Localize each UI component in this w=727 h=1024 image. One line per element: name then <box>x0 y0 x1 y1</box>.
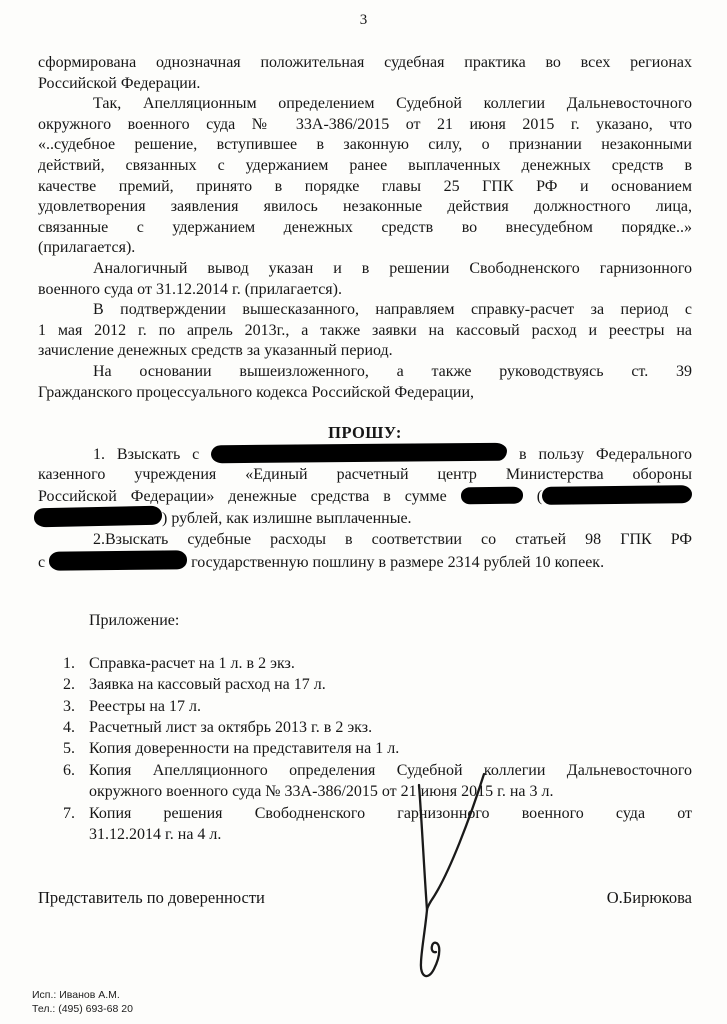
redaction-bar <box>211 442 507 463</box>
attachments-title: Приложение: <box>89 612 180 630</box>
phone-line: Тел.: (495) 693-68 20 <box>32 1002 133 1015</box>
request-text: с <box>38 553 46 571</box>
list-item-number: 7. <box>63 804 75 822</box>
request-text: ) рублей, как излишне выплаченные. <box>162 510 412 528</box>
document-footer <box>32 989 133 1016</box>
paragraph-line: Российской Федерации. <box>38 74 201 92</box>
paragraph-line: Гражданского процессуального кодекса Российской Федерации, <box>38 383 475 401</box>
request-text: в пользу Федерального <box>519 445 692 463</box>
list-item-line: Копия Апелляционного определения Судебной коллегии Дальневосточного <box>89 761 692 779</box>
signatory-role: Представитель по доверенности <box>38 887 265 907</box>
list-item-text: Справка-расчет на 1 л. в 2 экз. <box>89 654 295 672</box>
list-item-text: Копия доверенности на представителя на 1 л. <box>89 740 400 758</box>
request-text: Российской Федерации» денежные средства в сумме <box>38 487 447 505</box>
request-text: 1. Взыскать с <box>93 445 200 463</box>
request-item-1-line <box>38 486 692 508</box>
list-item <box>63 717 692 738</box>
list-item-number: 1. <box>63 654 75 672</box>
paragraph-line: удовлетворения заявления явилось незаконные действия должностного лица, <box>38 198 692 216</box>
list-item-line: окружного военного суда № 33А-386/2015 от 21 июня 2015 г. на 3 л. <box>89 783 554 801</box>
list-item <box>63 674 692 695</box>
list-item-text: Расчетный лист за октябрь 2013 г. в 2 экз. <box>89 719 373 737</box>
paragraph-line: (прилагается). <box>38 239 136 257</box>
redaction-bar <box>461 486 523 504</box>
paragraph-line: зачисление денежных средств за указанный период. <box>38 342 393 360</box>
list-item-number: 6. <box>63 761 75 779</box>
list-item-number: 4. <box>63 719 75 737</box>
list-item-text: Реестры на 17 л. <box>89 697 201 715</box>
list-item <box>63 696 692 717</box>
paragraph-line: В подтверждении вышесказанного, направляем справку-расчет за период с <box>93 301 692 319</box>
list-item <box>63 653 692 674</box>
list-item-line: Копия решения Свободненского гарнизонного военного суда от <box>89 804 692 822</box>
paragraph-line: 1 мая 2012 г. по апрель 2013г., а также заявки на кассовый расход и реестры на <box>38 321 692 339</box>
paragraph-line: действий, связанных с удержанием ранее выплаченных денежных средств в <box>38 156 692 174</box>
request-item-1-line: казенного учреждения «Единый расчетный центр Министерства обороны <box>38 466 692 484</box>
handwritten-signature <box>395 763 505 988</box>
signature-row <box>38 888 692 909</box>
paragraph-line: военного суда от 31.12.2014 г. (прилагается). <box>38 280 342 298</box>
list-item-number: 2. <box>63 676 75 694</box>
attachments-list <box>38 653 692 846</box>
petition-heading: ПРОШУ: <box>328 423 402 443</box>
paragraph-line: качестве премий, принято в порядке главы 25 ГПК РФ и основанием <box>38 177 692 195</box>
redaction-bar <box>49 550 187 570</box>
paragraph-line: окружного военного суда № 33А-386/2015 от 21 июня 2015 г. указано, что <box>38 115 692 133</box>
request-item-2-line: 2.Взыскать судебные расходы в соответствии со статьей 98 ГПК РФ <box>93 531 692 549</box>
request-item-1-line <box>38 507 692 530</box>
paragraph-line: Так, Апелляционным определением Судебной коллегии Дальневосточного <box>93 95 692 113</box>
redaction-bar <box>34 506 162 528</box>
list-item-text <box>89 760 692 803</box>
paragraph-line: Аналогичный вывод указан и в решении Свободненского гарнизонного <box>93 259 692 277</box>
list-item-text: Заявка на кассовый расход на 17 л. <box>89 676 326 694</box>
list-item-line: 31.12.2014 г. на 4 л. <box>89 826 222 844</box>
list-item-number: 3. <box>63 697 75 715</box>
page-number: 3 <box>359 12 368 28</box>
request-text: ( <box>537 488 692 505</box>
request-item-2-line <box>38 551 692 574</box>
paragraph-line: «..судебное решение, вступившее в законную силу, о признании незаконными <box>38 136 692 154</box>
list-item <box>63 803 692 846</box>
executor-line: Исп.: Иванов А.М. <box>32 989 120 1001</box>
request-item-1-line <box>38 444 692 466</box>
redaction-bar <box>542 485 692 505</box>
paragraph-line: связанные с удержанием денежных средств во внесудебном порядке..» <box>38 218 692 236</box>
signatory-name: О.Бирюкова <box>606 887 692 907</box>
list-item <box>63 738 692 759</box>
list-item <box>63 760 692 803</box>
list-item-number: 5. <box>63 740 75 758</box>
paragraph-line: сформирована однозначная положительная судебная практика во всех регионах <box>38 54 692 71</box>
list-item-text <box>89 803 692 846</box>
request-text: государственную пошлину в размере 2314 рублей 10 копеек. <box>191 553 605 571</box>
document-body <box>38 53 692 908</box>
paragraph-line: На основании вышеизложенного, а также руководствуясь ст. 39 <box>93 362 692 380</box>
